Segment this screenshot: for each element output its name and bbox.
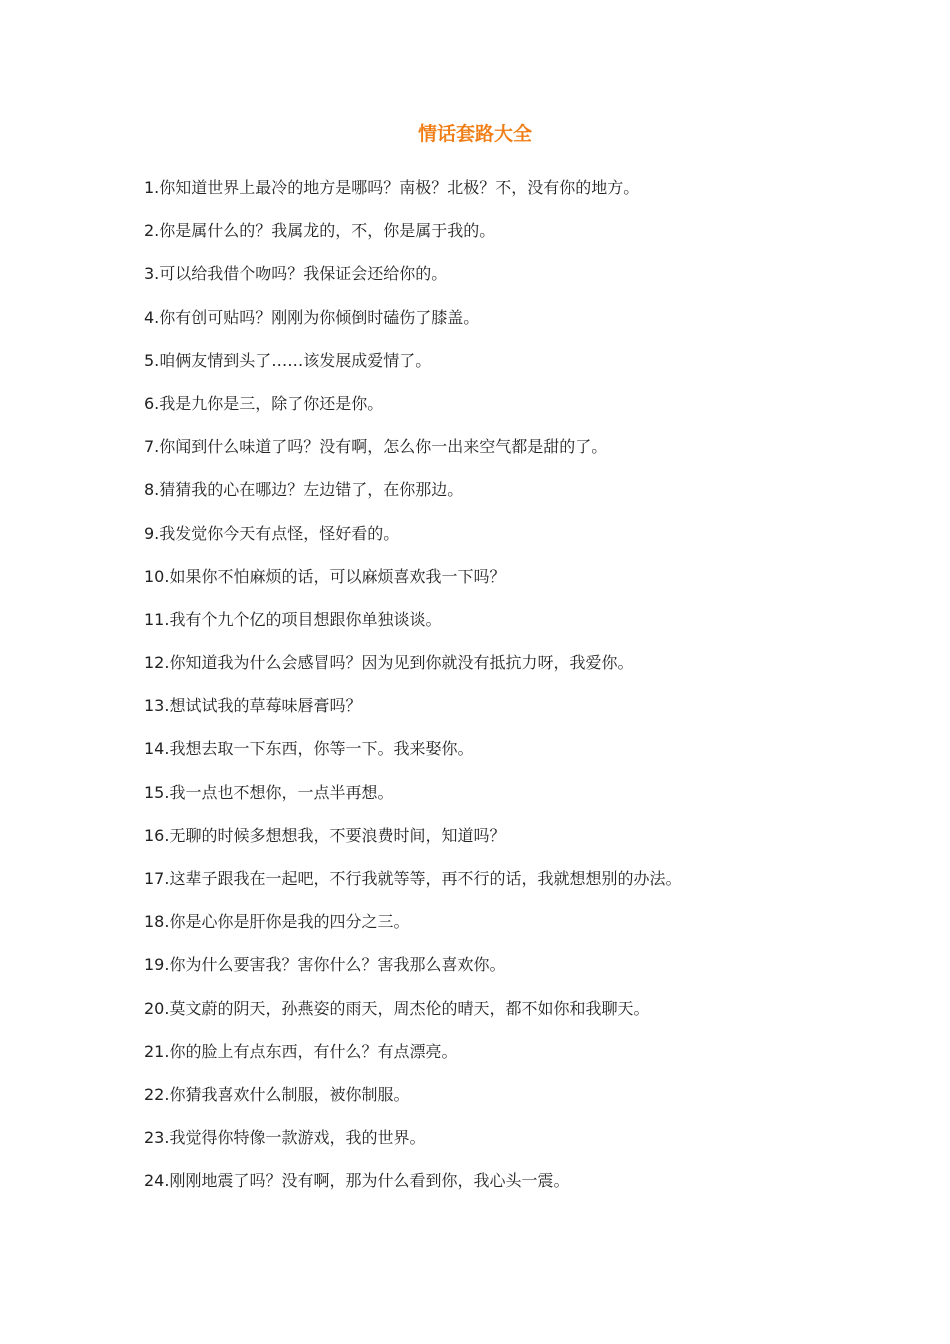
list-item: 18.你是心你是肝你是我的四分之三。 xyxy=(144,912,410,932)
list-item: 22.你猜我喜欢什么制服，被你制服。 xyxy=(144,1084,410,1104)
list-item: 2.你是属什么的？我属龙的，不，你是属于我的。 xyxy=(144,221,496,241)
list-item: 8.猜猜我的心在哪边？左边错了，在你那边。 xyxy=(144,480,464,500)
list-item: 11.我有个九个亿的项目想跟你单独谈谈。 xyxy=(144,609,442,629)
document-title: 情话套路大全 xyxy=(417,123,532,145)
list-item: 7.你闻到什么味道了吗？没有啊，怎么你一出来空气都是甜的了。 xyxy=(144,437,608,457)
list-item: 17.这辈子跟我在一起吧，不行我就等等，再不行的话，我就想想别的办法。 xyxy=(144,869,682,888)
list-item: 23.我觉得你特像一款游戏，我的世界。 xyxy=(144,1128,426,1148)
list-item: 9.我发觉你今天有点怪，怪好看的。 xyxy=(144,523,400,543)
list-item: 24.刚刚地震了吗？没有啊，那为什么看到你，我心头一震。 xyxy=(144,1171,570,1191)
list-item: 16.无聊的时候多想想我，不要浪费时间，知道吗？ xyxy=(144,825,506,845)
list-item: 13.想试试我的草莓味唇膏吗？ xyxy=(144,696,362,716)
list-item: 10.如果你不怕麻烦的话，可以麻烦喜欢我一下吗？ xyxy=(144,566,506,586)
list-item: 3.可以给我借个吻吗？我保证会还给你的。 xyxy=(144,264,448,284)
list-item: 6.我是九你是三，除了你还是你。 xyxy=(144,393,384,413)
list-item: 12.你知道我为什么会感冒吗？因为见到你就没有抵抗力呀，我爱你。 xyxy=(144,653,634,673)
list-item: 4.你有创可贴吗？刚刚为你倾倒时磕伤了膝盖。 xyxy=(144,307,480,327)
list-item: 21.你的脸上有点东西，有什么？有点漂亮。 xyxy=(144,1041,458,1061)
list-item: 19.你为什么要害我？害你什么？害我那么喜欢你。 xyxy=(144,955,506,975)
list-item: 15.我一点也不想你，一点半再想。 xyxy=(144,782,394,802)
list-item: 20.莫文蔚的阴天，孙燕姿的雨天，周杰伦的晴天，都不如你和我聊天。 xyxy=(144,998,650,1018)
pickup-lines-list xyxy=(144,174,864,1211)
list-item: 5.咱俩友情到头了……该发展成爱情了。 xyxy=(144,350,432,370)
list-item: 1.你知道世界上最冷的地方是哪吗？南极？北极？不，没有你的地方。 xyxy=(144,178,640,197)
list-item: 14.我想去取一下东西，你等一下。我来娶你。 xyxy=(144,739,474,759)
